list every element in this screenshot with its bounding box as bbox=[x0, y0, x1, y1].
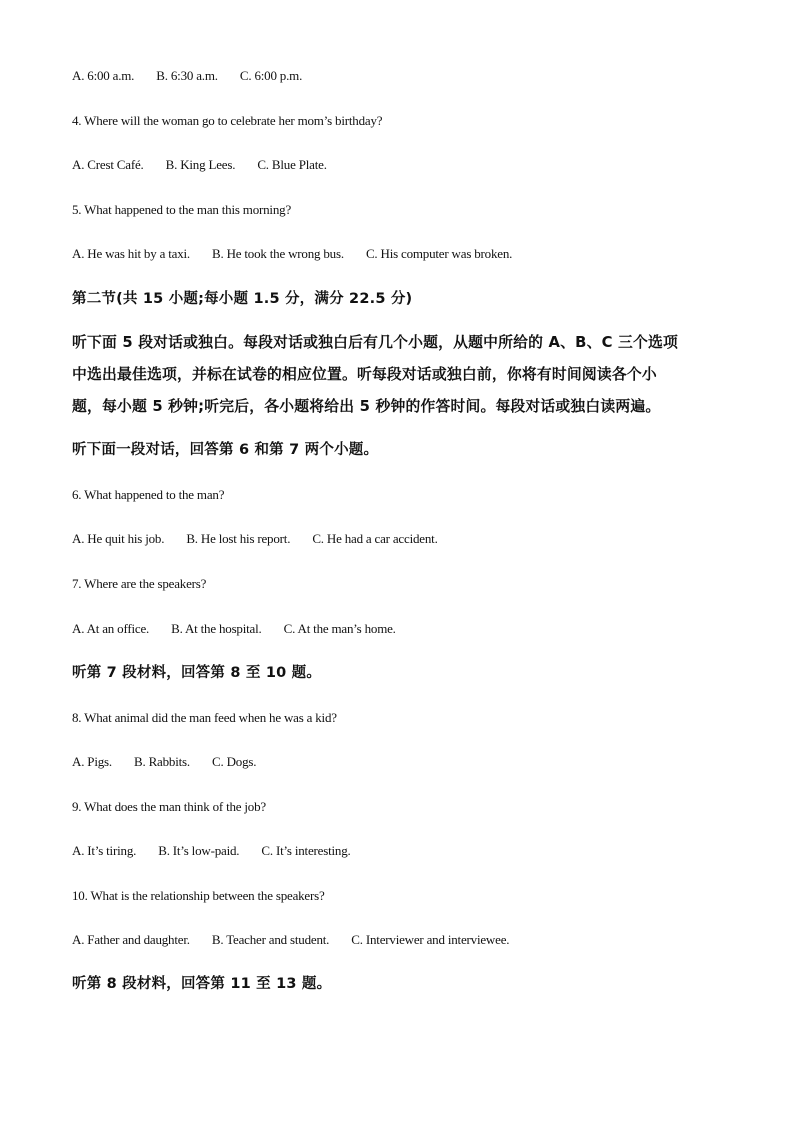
group-heading-2: 听第 7 段材料，回答第 8 至 10 题。 bbox=[72, 665, 322, 681]
q10-option-a: A. Father and daughter. bbox=[72, 932, 190, 947]
q7-options bbox=[72, 620, 734, 638]
q4-option-a: A. Crest Café. bbox=[72, 157, 144, 172]
q6-option-b: B. He lost his report. bbox=[186, 531, 291, 546]
q3-option-a: A. 6:00 a.m. bbox=[72, 68, 135, 83]
q3-option-b: B. 6:30 a.m. bbox=[156, 68, 218, 83]
q5-option-b: B. He took the wrong bus. bbox=[212, 246, 344, 261]
q4-option-b: B. King Lees. bbox=[165, 157, 236, 172]
q6-option-a: A. He quit his job. bbox=[72, 531, 165, 546]
q10-option-b: B. Teacher and student. bbox=[211, 932, 330, 947]
q8-option-c: C. Dogs. bbox=[212, 754, 257, 769]
instructions-line-1: 听下面 5 段对话或独白。每段对话或独白后有几个小题，从题中所给的 A、B、C 三个选项 bbox=[72, 334, 678, 351]
q5-options bbox=[72, 245, 734, 263]
q5-option-c: C. His computer was broken. bbox=[365, 246, 513, 261]
q8-options bbox=[72, 753, 734, 771]
q4-option-c: C. Blue Plate. bbox=[257, 157, 327, 172]
q7-option-b: B. At the hospital. bbox=[171, 621, 262, 636]
instructions-line-3: 题，每小题 5 秒钟;听完后，各小题将给出 5 秒钟的作答时间。每段对话或独白读两遍。 bbox=[72, 398, 661, 415]
q8-option-a: A. Pigs. bbox=[72, 754, 112, 769]
q8-option-b: B. Rabbits. bbox=[134, 754, 190, 769]
q9-option-c: C. It’s interesting. bbox=[261, 843, 351, 858]
instructions-line-2: 中选出最佳选项，并标在试卷的相应位置。听每段对话或独白前，你将有时间阅读各个小 bbox=[72, 366, 657, 383]
q9-options bbox=[72, 842, 734, 860]
q10-option-c: C. Interviewer and interviewee. bbox=[351, 932, 510, 947]
q8-question: 8. What animal did the man feed when he was a kid? bbox=[72, 710, 337, 725]
q3-option-c: C. 6:00 p.m. bbox=[239, 68, 303, 83]
q7-option-a: A. At an office. bbox=[72, 621, 150, 636]
q4-options bbox=[72, 156, 734, 174]
q5-question: 5. What happened to the man this morning? bbox=[72, 202, 292, 217]
q9-option-a: A. It’s tiring. bbox=[72, 843, 137, 858]
group-heading-1: 听下面一段对话，回答第 6 和第 7 两个小题。 bbox=[72, 442, 379, 458]
q3-options bbox=[72, 67, 734, 85]
q9-option-b: B. It’s low-paid. bbox=[158, 843, 240, 858]
q6-question: 6. What happened to the man? bbox=[72, 487, 225, 502]
q10-question: 10. What is the relationship between the speakers? bbox=[72, 888, 325, 903]
q6-option-c: C. He had a car accident. bbox=[312, 531, 438, 546]
q7-question: 7. Where are the speakers? bbox=[72, 576, 207, 591]
q9-question: 9. What does the man think of the job? bbox=[72, 799, 266, 814]
q10-options bbox=[72, 931, 734, 949]
q6-options bbox=[72, 530, 734, 548]
group-heading-3: 听第 8 段材料，回答第 11 至 13 题。 bbox=[72, 976, 332, 992]
section-heading: 第二节(共 15 小题;每小题 1.5 分，满分 22.5 分) bbox=[72, 291, 413, 307]
q4-question: 4. Where will the woman go to celebrate her mom’s birthday? bbox=[72, 113, 383, 128]
q5-option-a: A. He was hit by a taxi. bbox=[72, 246, 190, 261]
q7-option-c: C. At the man’s home. bbox=[283, 621, 396, 636]
